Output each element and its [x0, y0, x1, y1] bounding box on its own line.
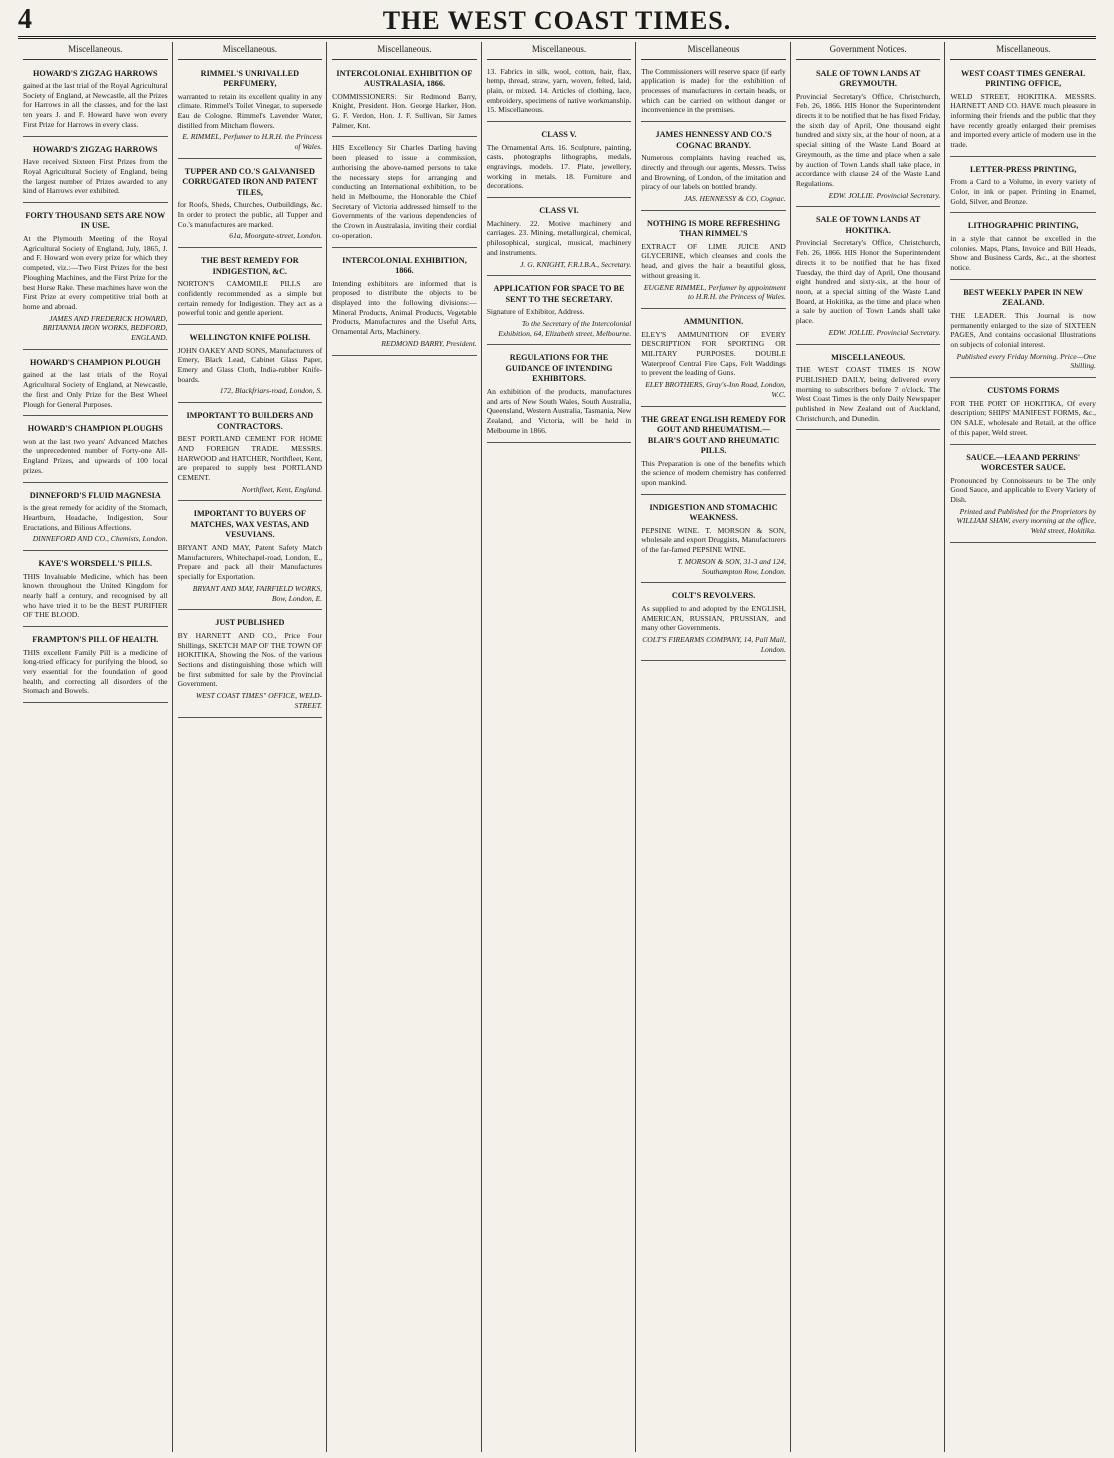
ad-body: 13. Fabrics in silk, wool, cotton, hair, flax, hemp, thread, straw, yarn, woven, felted, laid, plain, or mixed. 14. Articles of clothing, lace, embroidery, specimens of native workmanship. 15. Miscellaneous.: [486, 66, 632, 115]
ad-body: BEST PORTLAND CEMENT FOR HOME AND FOREIGN TRADE. MESSRS. HARWOOD and HATCHER, Northfleet, Kent, are prepared to supply best PORTLAND CEMENT.: [177, 434, 323, 483]
ad-body: THIS Invaluable Medicine, which has been known throughout the United Kingdom for nearly half a century, and recognised by all who have tried it to be the BEST PURIFIER OF THE BLOOD.: [23, 571, 168, 620]
ad-signature: Printed and Published for the Proprietors by WILLIAM SHAW, every morning at the office, Weld street, Hokitika.: [956, 506, 1096, 536]
column-5: [636, 42, 791, 1452]
ad-title: FORTY THOUSAND SETS ARE NOW IN USE.: [25, 210, 166, 231]
advertisement: [23, 419, 168, 482]
ad-title: INTERCOLONIAL EXHIBITION, 1866.: [342, 255, 467, 276]
advertisement: [641, 312, 786, 407]
advertisement: [641, 410, 786, 495]
ad-signature: COLT'S FIREARMS COMPANY, 14, Pall Mall, London.: [642, 634, 786, 654]
page-number: 4: [18, 4, 32, 35]
ad-body: gained at the last trials of the Royal Agricultural Society of England, at Newcastle, the first and Only Prize for the Best Wheel Plough for General Purposes.: [23, 370, 168, 409]
advertisement: [487, 279, 632, 345]
ad-title: JAMES HENNESSY AND CO.'S COGNAC BRANDY.: [655, 130, 772, 150]
ad-signature: 61a, Moorgate-street, London.: [229, 231, 323, 241]
ad-title: SAUCE.—LEA AND PERRINS' WORCESTER SAUCE.: [966, 452, 1081, 473]
ad-signature: E. RIMMEL, Perfumer to H.R.H. the Princess of Wales.: [182, 132, 323, 152]
ad-body: won at the last two years' Advanced Matches the unprecedented number of Forty-one All-England Prizes, and upwards of 100 local prizes.: [23, 436, 168, 475]
advertisement: [950, 160, 1096, 214]
ad-title: AMMUNITION.: [683, 317, 744, 327]
ad-title: HOWARD'S ZIGZAG HARROWS: [32, 144, 158, 154]
ad-title: CLASS VI.: [539, 206, 579, 216]
ad-body: Provincial Secretary's Office, Christchurch, Feb. 26, 1866. HIS Honor the Superintendent directs it to be notified that he has fixed Friday, the sixth day of April, One thousand eight hundred and sixty six, at the hour of noon, at a special sitting of the Waste Land Board at Greymouth, as the time and place when a sale by auction of Town Lands shall take place, in accordance with clause 24 of the Waste Land Regulations.: [795, 91, 941, 188]
ad-body: for Roofs, Sheds, Churches, Outbuildings, &c. In order to protect the public, all Tupper and Co.'s manufactures are marked.: [177, 200, 323, 229]
ad-body: PEPSINE WINE. T. MORSON & SON, wholesale and export Druggists, Manufacturers of the far-famed PEPSINE WINE.: [641, 525, 786, 555]
ad-title: APPLICATION FOR SPACE TO BE SENT TO THE SECRETARY.: [493, 284, 625, 304]
ad-body: This Preparation is one of the benefits which the science of modern chemistry has conferred upon mankind.: [641, 458, 786, 487]
column-heading: Miscellaneous.: [487, 42, 632, 60]
ad-signature: REDMOND BARRY, President.: [381, 338, 477, 348]
advertisement: [796, 210, 941, 344]
advertisement: [23, 140, 168, 203]
ad-signature: DINNEFORD AND CO., Chemists, London.: [32, 534, 168, 544]
advertisement: [796, 64, 941, 208]
ad-body: FOR THE PORT OF HOKITIKA, Of every description; SHIPS' MANIFEST FORMS, &c., ON SALE, wholesale and Retail, at the office of this paper, Weld street.: [950, 398, 1096, 437]
advertisement: [332, 64, 477, 138]
ad-title: CUSTOMS FORMS: [987, 386, 1060, 396]
advertisement: [487, 348, 632, 442]
ad-title: INTERCOLONIAL EXHIBITION OF AUSTRALASIA, 1866.: [336, 68, 473, 89]
ad-title: MISCELLANEOUS.: [831, 352, 906, 362]
ad-body: An exhibition of the products, manufactures and arts of New South Wales, South Australia, Queensland, Western Australia, Tasmania, New Zealand, and Victoria, will be held in Melbourne in 1866.: [486, 386, 632, 435]
ad-body: BY HARNETT AND CO., Price Four Shillings, SKETCH MAP OF THE TOWN OF HOKITIKA, Showing the Nos. of the various Sections and distinguishing those which will be first submitted for sale by the Provincial Government.: [177, 630, 323, 689]
advertisement: [23, 630, 168, 703]
ad-title: JUST PUBLISHED: [215, 618, 285, 628]
ad-body: THE WEST COAST TIMES IS NOW PUBLISHED DAILY, being delivered every morning to subscribers before 7 o'clock. The West Coast Times is the only Daily Newspaper published in New Zealand out of Auckland, Christchurch, and Dunedin.: [795, 365, 941, 423]
ad-title: HOWARD'S CHAMPION PLOUGH: [30, 357, 161, 367]
ad-body: Intending exhibitors are informed that is proposed to distribute the objects to be displayed into the following divisions:— Mineral Products, Animal Products, Vegetable Products, Manufactures and the Useful Arts, Ornamental Arts, Machinery.: [332, 278, 477, 337]
ad-body: HIS Excellency Sir Charles Darling having been pleased to issue a commission, authorising the above-named persons to take the necessary steps for arranging and conducting an International exhibition, to be held in Melbourne, the Honorable the Chief Secretary of Victoria addressed himself to the Governments of the various dependencies of the Crown in Australasia, inviting their cordial co-operation.: [332, 143, 477, 240]
advertisement: [332, 251, 477, 356]
ad-signature: ELEY BROTHERS, Gray's-Inn Road, London, W.C.: [645, 380, 786, 399]
ad-signature: T. MORSON & SON, 31-3 and 124, Southampton Row, London.: [677, 556, 786, 576]
ad-body: EXTRACT OF LIME JUICE AND GLYCERINE, which cleanses and cools the head, and gives the hair a beautiful gloss, without greasing it.: [641, 241, 786, 280]
ad-body: gained at the last trial of the Royal Agricultural Society of England, at Newcastle, all the Prizes for Harrows in all the classes, and for the last ten years J. and F. Howard have won every First Prize for Harrows in every class.: [23, 81, 168, 129]
ad-body: ELEY'S AMMUNITION OF EVERY DESCRIPTION FOR SPORTING OR MILITARY PURPOSES. DOUBLE Waterproof Central Fire Caps, Felt Waddings to prevent the leading of Guns.: [641, 329, 786, 378]
advertisement: [641, 498, 786, 584]
column-2: [173, 42, 328, 1452]
ad-title: SALE OF TOWN LANDS AT HOKITIKA.: [815, 215, 921, 235]
ad-title: LITHOGRAPHIC PRINTING,: [967, 221, 1079, 231]
column-heading: Miscellaneous.: [178, 42, 323, 60]
advertisement: [23, 206, 168, 350]
advertisement: [178, 613, 323, 717]
column-heading: Miscellaneous.: [950, 42, 1096, 60]
column-7: [945, 42, 1100, 1452]
column-3: [327, 42, 482, 1452]
ad-body: As supplied to and adopted by the ENGLISH, AMERICAN, RUSSIAN, PRUSSIAN, and many other Governments.: [641, 603, 786, 633]
advertisement: [487, 64, 632, 123]
advertisement: [178, 328, 323, 403]
ad-body: warranted to retain its excellent quality in any climate. Rimmel's Toilet Vinegar, to supersede Eau de Cologne. Rimmel's Lavender Water, distilled from Mitcham flowers.: [177, 91, 323, 130]
ad-body: At the Plymouth Meeting of the Royal Agricultural Society of England, July, 1865, J. and F. Howard won every prize for which they competed, viz.:—Two First Prizes for the best Ploughing Machines, and the First Prize for the best Horse Rake. These machines have won the First Prize at every competitive trial both at home and abroad.: [23, 233, 168, 312]
ad-title: HOWARD'S CHAMPION PLOUGHS: [27, 424, 163, 434]
advertisement: [178, 504, 323, 610]
ad-body: WELD STREET, HOKITIKA. MESSRS. HARNETT AND CO. HAVE much pleasure in informing their friends and the public that they have recently greatly enlarged their premises and imported every article of modern use in the trade.: [950, 91, 1096, 150]
ad-title: BEST WEEKLY PAPER IN NEW ZEALAND.: [963, 287, 1084, 308]
masthead: [18, 6, 1096, 39]
column-heading: Government Notices.: [796, 42, 941, 60]
advertisement: [796, 348, 941, 431]
column-4: [482, 42, 637, 1452]
ad-title: THE GREAT ENGLISH REMEDY FOR GOUT AND RHEUMATISM.—BLAIR'S GOUT AND RHEUMATIC PILLS.: [641, 414, 786, 456]
ad-signature: BRYANT AND MAY, FAIRFIELD WORKS, Bow, London, E.: [192, 583, 323, 603]
ad-title: FRAMPTON'S PILL OF HEALTH.: [32, 635, 159, 645]
ad-body: Pronounced by Connoisseurs to be The only Good Sauce, and applicable to Every Variety of Dish.: [950, 475, 1096, 504]
advertisement: [23, 64, 168, 137]
advertisement: [950, 283, 1096, 378]
ad-signature: EDW. JOLLIE. Provincial Secretary.: [828, 190, 941, 200]
advertisement: [23, 554, 168, 627]
ad-title: NOTHING IS MORE REFRESHING THAN RIMMEL'S: [647, 218, 781, 239]
advertisement: [950, 448, 1096, 543]
advertisement: [641, 125, 786, 211]
ad-title: TUPPER AND CO.'S GALVANISED CORRUGATED IRON AND PATENT TILES,: [182, 166, 318, 197]
ad-body: BRYANT AND MAY, Patent Safety Match Manufacturers, Whitechapel-road, London, E., Prepare and pack all their Manufactures specially for Exportation.: [177, 542, 323, 582]
advertisement: [641, 64, 786, 123]
advertisement: [641, 586, 786, 661]
advertisement: [950, 216, 1096, 279]
ad-body: in a style that cannot be excelled in the colonies. Maps, Plans, Invoice and Bill Heads, Show and Business Cards, &c., at the shortest notice.: [950, 233, 1096, 273]
ad-title: COLT'S REVOLVERS.: [671, 591, 756, 601]
ad-title: HOWARD'S ZIGZAG HARROWS: [32, 68, 158, 78]
ad-signature: EUGENE RIMMEL, Perfumer by appointment to H.R.H. the Princess of Wales.: [643, 282, 786, 302]
advertisement: [950, 381, 1096, 444]
ad-title: REGULATIONS FOR THE GUIDANCE OF INTENDING EXHIBITORS.: [505, 353, 613, 384]
advertisement: [23, 353, 168, 416]
ad-body: Machinery. 22. Motive machinery and carriages. 23. Mining, metallurgical, chemical, philosophical, surgical, musical, machinery and instruments.: [486, 218, 632, 257]
ad-body: The Commissioners will reserve space (if early application is made) for the exhibition of processes of manufactures in certain heads, or which can be carried on without danger or inconvenience in the premises.: [641, 66, 786, 115]
ad-title: LETTER-PRESS PRINTING,: [969, 164, 1077, 174]
ad-signature: JAS. HENNESSY & CO, Cognac.: [683, 193, 786, 203]
ad-body: THE LEADER. This Journal is now permanently enlarged to the size of SIXTEEN PAGES, And contains occasional Illustrations on subjects of colonial interest.: [950, 310, 1096, 350]
ad-signature: J. G. KNIGHT, F.R.I.B.A., Secretary.: [520, 259, 632, 269]
ad-title: WELLINGTON KNIFE POLISH.: [189, 333, 311, 343]
ad-title: IMPORTANT TO BUILDERS AND CONTRACTORS.: [186, 411, 314, 431]
ad-title: DINNEFORD'S FLUID MAGNESIA: [29, 490, 161, 500]
ad-signature: EDW. JOLLIE. Provincial Secretary.: [828, 327, 941, 337]
advertisement: [178, 162, 323, 248]
ad-body: COMMISSIONERS: Sir Redmond Barry, Knight, President. Hon. George Harker, Hon. G. F. Verdon, Hon. J. F. Sullivan, Sir James Palmer, Knt.: [332, 91, 477, 130]
ad-body: is the great remedy for acidity of the Stomach, Heartburn, Headache, Indigestion, Sour Eructations, and Bilious Affections.: [23, 503, 168, 532]
ad-body: NORTON'S CAMOMILE PILLS are confidently recommended as a simple but certain remedy for Indigestion. They act as a powerful tonic and gentle aperient.: [177, 279, 323, 318]
column-6: [791, 42, 946, 1452]
ad-body: THIS excellent Family Pill is a medicine of long-tried efficacy for purifying the blood, so very essential for the foundation of good health, and correcting all disorders of the Stomach and Bowels.: [23, 647, 168, 696]
column-1: [18, 42, 173, 1452]
advertisement: [178, 251, 323, 325]
ad-title: SALE OF TOWN LANDS AT GREYMOUTH.: [815, 68, 921, 89]
ad-body: JOHN OAKEY AND SONS, Manufacturers of Emery, Black Lead, Cabinet Glass Paper, Emery and Glass Cloth, India-rubber Knife-boards.: [177, 345, 323, 384]
advertisement: [178, 64, 323, 159]
ad-body: Provincial Secretary's Office, Christchurch, Feb. 26, 1866. HIS Honor the Superintendent directs it to be notified that he has fixed Tuesday, the third day of April, One thousand eight hundred and sixty-six, at the hour of noon, at a special sitting of the Waste Land Board, at Hokitika, as the time and place when a sale by auction of Town Lands shall take place.: [795, 238, 941, 326]
columns-container: [18, 42, 1100, 1452]
ad-title: RIMMEL'S UNRIVALLED PERFUMERY,: [200, 68, 300, 89]
ad-signature: Northfleet, Kent, England.: [241, 484, 323, 494]
ad-body: Have received Sixteen First Prizes from the Royal Agricultural Society of England, being the largest number of Prizes awarded to any kind of Harrows ever exhibited.: [23, 157, 168, 196]
column-heading: Miscellaneous: [641, 42, 786, 60]
ad-signature: 172, Blackfriars-road, London, S.: [219, 386, 323, 396]
column-heading: Miscellaneous.: [23, 42, 168, 60]
ad-title: CLASS V.: [541, 130, 577, 140]
ad-body: Numerous complaints having reached us, directly and through our agents, Messrs. Twiss and Browning, of London, of the imitation and piracy of our labels on bottled brandy.: [641, 153, 786, 192]
advertisement: [950, 64, 1096, 157]
ad-signature: WEST COAST TIMES" OFFICE, WELD-STREET.: [195, 691, 323, 710]
ad-signature: JAMES AND FREDERICK HOWARD, BRITANNIA IRON WORKS, BEDFORD, ENGLAND.: [42, 313, 168, 343]
ad-title: INDIGESTION AND STOMACHIC WEAKNESS.: [649, 502, 778, 523]
newspaper-title: THE WEST COAST TIMES.: [382, 6, 732, 35]
ad-signature: To the Secretary of the Intercolonial Exhibition, 64, Elizabeth street, Melbourne.: [498, 319, 632, 338]
column-heading: Miscellaneous.: [332, 42, 477, 60]
advertisement: [332, 140, 477, 247]
advertisement: [487, 201, 632, 276]
ad-title: WEST COAST TIMES GENERAL PRINTING OFFICE,: [960, 68, 1086, 89]
ad-body: The Ornamental Arts. 16. Sculpture, painting, casts, photographs lithographs, medals, engravings, models. 17. Plate, jewellery, working in metals. 18. Furniture and decorations.: [486, 142, 632, 191]
ad-body: From a Card to a Volume, in every variety of Color, in ink or paper. Printing in Enamel, Gold, Silver, and Bronze.: [950, 177, 1096, 206]
advertisement: [641, 214, 786, 309]
advertisement: [23, 486, 168, 551]
ad-signature: Published every Friday Morning. Price—One Shilling.: [956, 351, 1096, 371]
ad-title: IMPORTANT TO BUYERS OF MATCHES, WAX VESTAS, AND VESUVIANS.: [190, 509, 310, 540]
advertisement: [487, 125, 632, 198]
ad-title: KAYE'S WORSDELL'S PILLS.: [38, 559, 153, 569]
advertisement: [178, 406, 323, 501]
ad-body: Signature of Exhibitor, Address.: [486, 307, 585, 317]
ad-title: THE BEST REMEDY FOR INDIGESTION, &C.: [201, 256, 299, 276]
